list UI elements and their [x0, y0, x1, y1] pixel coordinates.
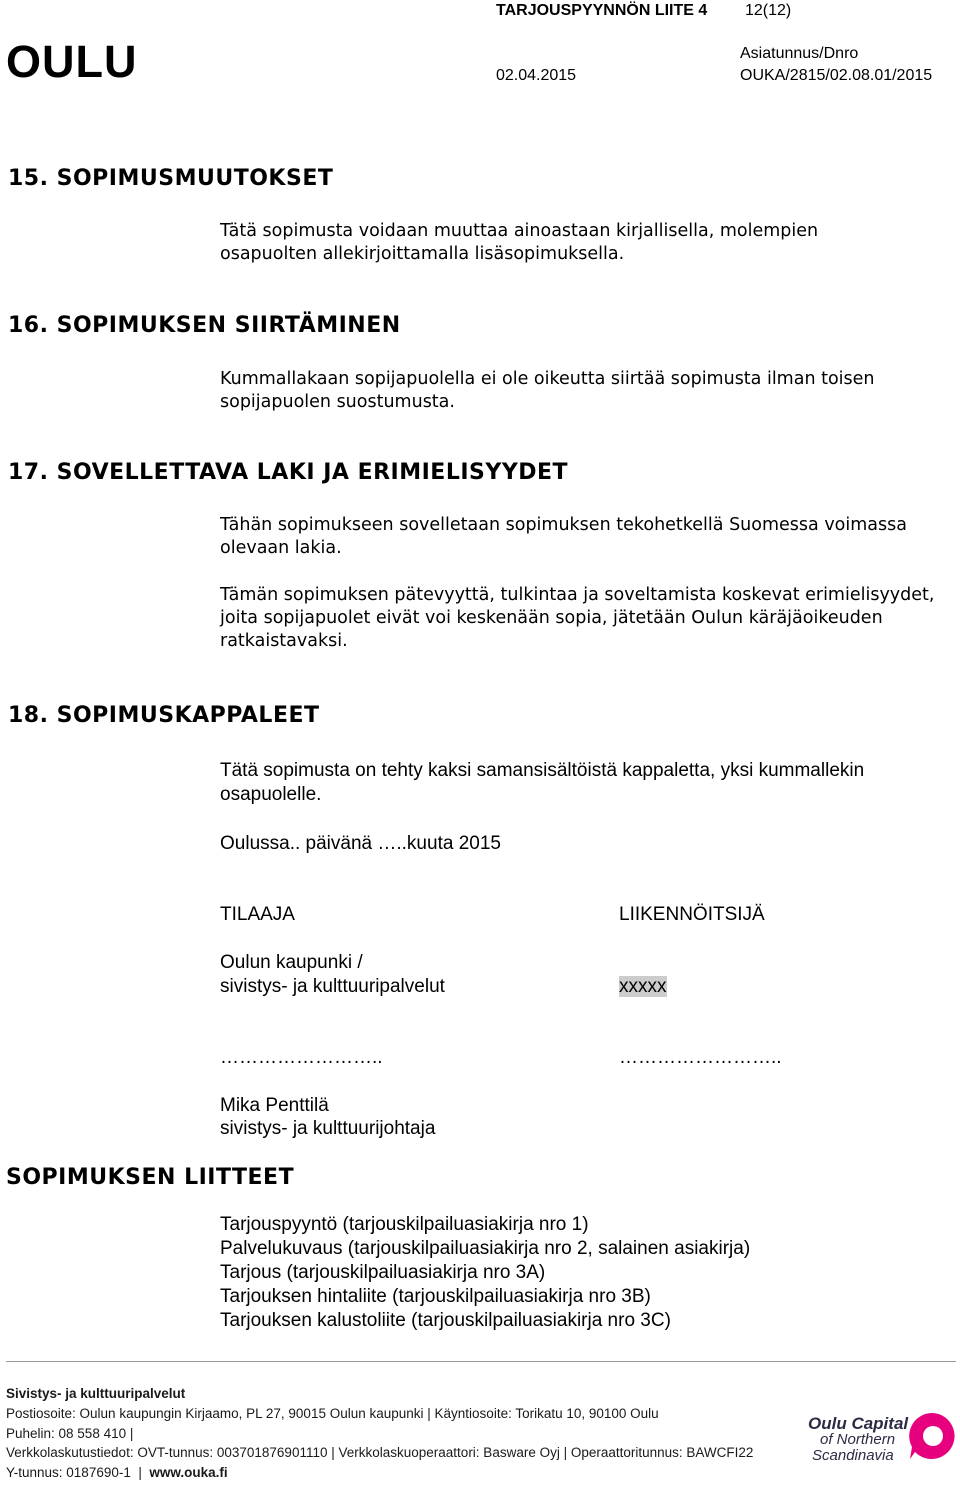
attachment-item: Palvelukuvaus (tarjouskilpailuasiakirja nro 2, salainen asiakirja)	[220, 1238, 751, 1259]
contractor-org-wrap	[619, 975, 667, 999]
footer-divider	[6, 1361, 956, 1362]
attachment-item: Tarjouksen hintaliite (tarjouskilpailuasiakirja nro 3B)	[220, 1286, 651, 1307]
section-paragraph: Tätä sopimusta on tehty kaksi samansisältöistä kappaletta, yksi kummallekin osapuolelle.	[220, 760, 865, 805]
reference-value: OUKA/2815/02.08.01/2015	[740, 67, 933, 84]
footer-website[interactable]: www.ouka.fi	[149, 1465, 228, 1480]
reference-label: Asiatunnus/Dnro	[740, 45, 859, 62]
contractor-role: LIIKENNÖITSIJÄ	[619, 904, 765, 925]
footer-business-id: Y-tunnus: 0187690-1	[6, 1465, 131, 1480]
attachment-item: Tarjouksen kalustoliite (tarjouskilpailuasiakirja nro 3C)	[220, 1310, 671, 1331]
section-paragraph: Tätä sopimusta voidaan muuttaa ainoastaan kirjallisella, molempien osapuolten allekirjoittamalla lisäsopimuksella.	[220, 221, 819, 264]
doc-title: TARJOUSPYYNNÖN LIITE 4	[496, 2, 708, 19]
footer-einvoice: Verkkolaskutustiedot: OVT-tunnus: 003701876901110 | Verkkolaskuoperaattori: Basware Oyj | Operaattoritunnus: BAWCFI22	[6, 1445, 754, 1460]
attachments-heading: SOPIMUKSEN LIITTEET	[6, 1165, 295, 1190]
signer-name: Mika Penttilä	[220, 1095, 329, 1116]
client-org-line2: sivistys- ja kulttuuripalvelut	[220, 976, 445, 997]
attachment-item: Tarjous (tarjouskilpailuasiakirja nro 3A)	[220, 1262, 546, 1283]
attachment-item: Tarjouspyyntö (tarjouskilpailuasiakirja nro 1)	[220, 1214, 589, 1235]
footer-org: Sivistys- ja kulttuuripalvelut	[6, 1386, 186, 1401]
section-paragraph: Kummallakaan sopijapuolella ei ole oikeutta siirtää sopimusta ilman toisen sopijapuolen suostumusta.	[220, 369, 875, 412]
footer-separator: |	[134, 1465, 146, 1480]
place-date: Oulussa.. päivänä …..kuuta 2015	[220, 833, 501, 854]
client-signature-line: ……………………..	[220, 1047, 383, 1068]
section-heading: 18. SOPIMUSKAPPALEET	[8, 703, 320, 728]
speech-bubble-logo-icon	[906, 1410, 958, 1462]
page-number: 12(12)	[745, 2, 792, 19]
section-heading: 16. SOPIMUKSEN SIIRTÄMINEN	[8, 313, 401, 338]
oulu-logo: OULU	[6, 36, 138, 87]
contractor-org: xxxxx	[619, 976, 667, 997]
section-paragraph: Tähän sopimukseen sovelletaan sopimuksen tekohetkellä Suomessa voimassa olevaan lakia.	[220, 515, 907, 558]
capital-line2: of Northern	[820, 1431, 896, 1448]
contractor-signature-line: ……………………..	[619, 1047, 782, 1068]
footer-phone: Puhelin: 08 558 410 |	[6, 1426, 134, 1441]
section-paragraph: Tämän sopimuksen pätevyyttä, tulkintaa ja soveltamista koskevat erimielisyydet, joita sopijapuolet eivät voi keskenään sopia, jätetään Oulun käräjäoikeuden ratkaistavaksi.	[220, 585, 935, 651]
capital-line3: Scandinavia	[812, 1447, 894, 1464]
section-heading: 15. SOPIMUSMUUTOKSET	[8, 166, 334, 191]
doc-date: 02.04.2015	[496, 67, 577, 84]
client-role: TILAAJA	[220, 904, 295, 925]
section-heading: 17. SOVELLETTAVA LAKI JA ERIMIELISYYDET	[8, 460, 569, 485]
signer-title: sivistys- ja kulttuurijohtaja	[220, 1118, 436, 1139]
capital-line1: Oulu Capital	[808, 1414, 909, 1433]
client-org-line1: Oulun kaupunki /	[220, 952, 363, 973]
footer-business-id-row	[6, 1465, 228, 1480]
footer-address: Postiosoite: Oulun kaupungin Kirjaamo, PL 27, 90015 Oulun kaupunki | Käyntiosoite: Torikatu 10, 90100 Oulu	[6, 1406, 659, 1421]
